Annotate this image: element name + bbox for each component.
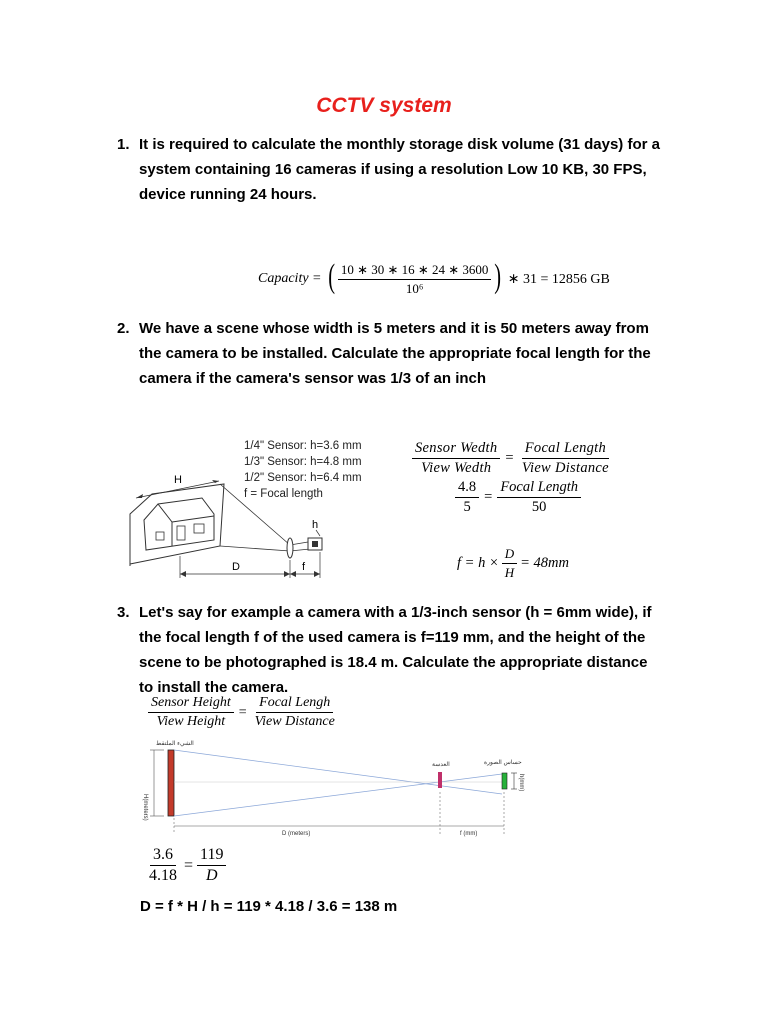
- eq-numerator: Focal Length: [522, 440, 609, 459]
- sensor-line: f = Focal length: [244, 488, 323, 500]
- q3-line: to install the camera.: [139, 679, 289, 696]
- object-bar: [168, 750, 174, 816]
- eq-numerator: Sensor Wedth: [412, 440, 500, 459]
- label-object: الشيء الملتقط: [156, 741, 194, 747]
- lens-icon: [438, 772, 442, 788]
- label-f: f: [302, 561, 306, 573]
- q1-number: 1.: [117, 136, 130, 153]
- sensor-line: 1/3" Sensor: h=4.8 mm: [244, 456, 362, 468]
- q2-text: [139, 316, 651, 391]
- q2-line: the camera to be installed. Calculate the appropriate focal length for the: [139, 345, 651, 362]
- sensor-line: 1/2" Sensor: h=6.4 mm: [244, 472, 362, 484]
- eq-denominator: View Wedth: [421, 460, 492, 476]
- eq-lhs: f = h ×: [457, 555, 499, 571]
- eq-numerator: 3.6: [150, 846, 176, 866]
- q2-substituted-equation: $\frac{4.8}{5}$ = $\frac{\text{Focal Length}}{50}$: [455, 479, 581, 516]
- sensor-line: 1/4" Sensor: h=3.6 mm: [244, 440, 362, 452]
- eq-denominator: 5: [463, 499, 471, 515]
- q3-ratio-equation: $\frac{\text{Sensor Height}}{\text{View Height}}$ = $\frac{\text{Focal Lengh}}{\text{View Distance}}$: [148, 695, 338, 730]
- q2-focal-result: [457, 546, 569, 581]
- label-h: h(mm): [518, 774, 524, 792]
- label-H: H(meters): [142, 794, 148, 821]
- formula-rest: ∗ 31 = 12856 GB: [507, 271, 610, 287]
- q3-distance-diagram: [130, 736, 550, 840]
- page-title: CCTV system: [316, 94, 452, 117]
- eq-denominator: View Distance: [254, 714, 335, 729]
- label-D: D: [232, 561, 240, 573]
- q2-line: camera if the camera's sensor was 1/3 of an inch: [139, 370, 487, 387]
- label-f: f (mm): [460, 831, 478, 837]
- eq-numerator: D: [502, 546, 517, 564]
- light-ray: [174, 774, 502, 816]
- q3-answer: D = f * H / h = 119 * 4.18 / 3.6 = 138 m: [140, 898, 398, 915]
- sensor-icon: [502, 773, 507, 789]
- formula-fraction: [338, 262, 492, 297]
- light-ray: [174, 750, 502, 794]
- q3-line: the focal length f of the used camera is f=119 mm, and the height of the: [139, 629, 646, 646]
- q3-substituted-equation: $\frac{3.6}{4.18}$ = $\frac{119}{D}$: [146, 846, 226, 885]
- label-lens: العدسة: [432, 762, 450, 768]
- label-D: D (meters): [282, 831, 311, 837]
- label-H: H: [174, 474, 182, 486]
- q1-line: It is required to calculate the monthly storage disk volume (31 days) for a: [139, 136, 660, 153]
- q3-line: scene to be photographed is 18.4 m. Calculate the appropriate distance: [139, 654, 648, 671]
- eq-numerator: Sensor Height: [148, 695, 234, 713]
- q1-line: system containing 16 cameras if using a resolution Low 10 KB, 30 FPS,: [139, 161, 647, 178]
- paren-open: (: [327, 258, 335, 295]
- paren-close: ): [494, 258, 502, 295]
- lens-icon: [287, 538, 293, 558]
- eq-denominator: D: [205, 867, 218, 884]
- eq-denominator: H: [504, 565, 515, 580]
- eq-numerator: 4.8: [455, 479, 479, 498]
- q2-number: 2.: [117, 320, 130, 337]
- eq-numerator: Focal Lengh: [256, 695, 333, 713]
- eq-denominator: View Distance: [521, 460, 609, 476]
- q3-number: 3.: [117, 604, 130, 621]
- eq-rhs: = 48mm: [520, 555, 569, 571]
- q1-text: [139, 132, 660, 207]
- q1-capacity-formula: [258, 258, 610, 300]
- eq-denominator: 50: [531, 499, 547, 515]
- formula-lhs: Capacity =: [258, 271, 322, 286]
- formula-numerator: 10 ∗ 30 ∗ 16 ∗ 24 ∗ 3600: [338, 262, 492, 280]
- q1-line: device running 24 hours.: [139, 186, 317, 203]
- eq-denominator: 4.18: [149, 867, 177, 884]
- eq-numerator: Focal Length: [497, 479, 581, 498]
- q3-text: [139, 600, 652, 700]
- q2-ratio-equation: $\frac{\text{Sensor Wedth}}{\text{View Wedth}}$ = $\frac{\text{Focal Length}}{\text{View Distance}}$: [412, 440, 612, 477]
- q3-line: Let's say for example a camera with a 1/3-inch sensor (h = 6mm wide), if: [139, 604, 652, 621]
- eq-denominator: View Height: [156, 714, 226, 729]
- formula-denominator: 10⁶: [405, 280, 424, 296]
- q2-camera-diagram: [122, 436, 394, 584]
- eq-numerator: 119: [197, 846, 226, 866]
- label-h: h: [312, 519, 319, 531]
- q2-line: We have a scene whose width is 5 meters and it is 50 meters away from: [139, 320, 649, 337]
- label-sensor: حساس الصورة: [484, 760, 522, 766]
